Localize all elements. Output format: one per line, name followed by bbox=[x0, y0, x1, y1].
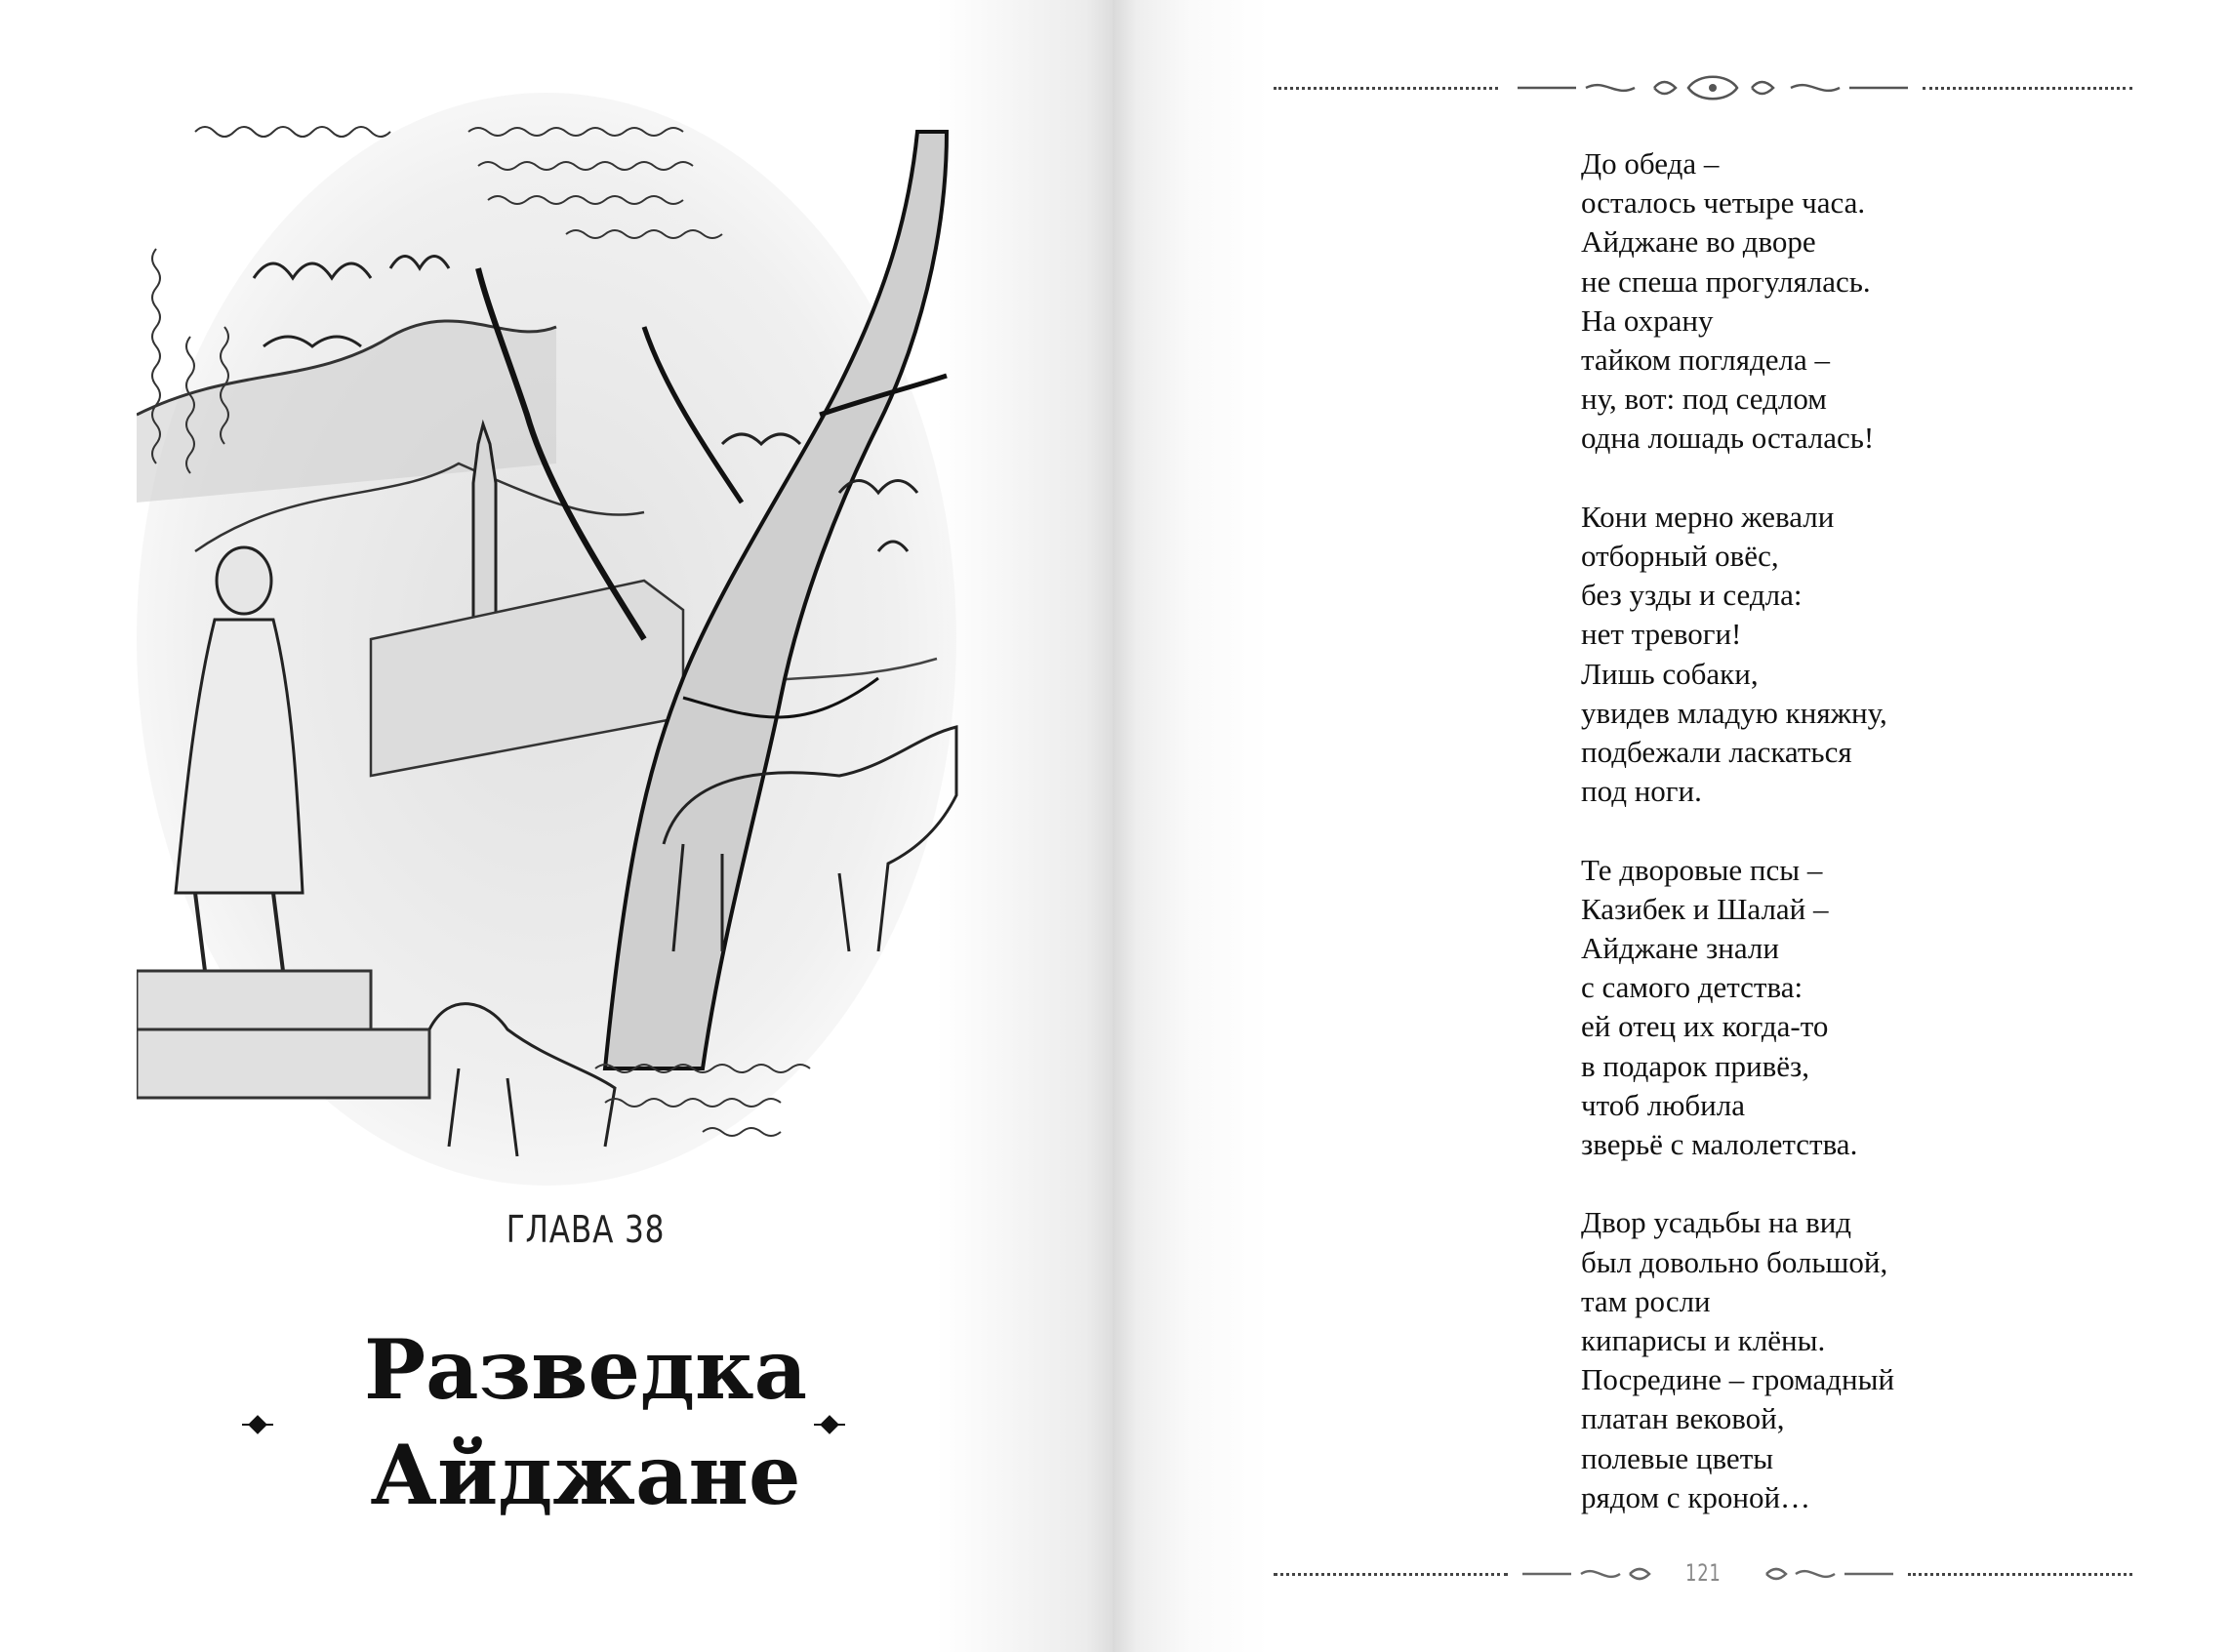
poem-line: Лишь собаки, bbox=[1581, 656, 1759, 691]
poem-line: под ноги. bbox=[1581, 774, 1702, 809]
poem-line: увидев младую княжну, bbox=[1581, 695, 1887, 730]
stanza-1 bbox=[1581, 144, 2088, 459]
poem-line: До обеда – bbox=[1581, 146, 1720, 181]
poem-line: нет тревоги! bbox=[1581, 617, 1742, 652]
chapter-title-line-2: Айджане bbox=[370, 1427, 801, 1523]
poem-line: не спеша прогулялась. bbox=[1581, 263, 1871, 299]
dotted-line-left bbox=[1274, 87, 1498, 90]
chapter-illustration bbox=[137, 93, 966, 1205]
poem-line: Айджане во дворе bbox=[1581, 224, 1816, 260]
chapter-label: ГЛАВА 38 bbox=[506, 1208, 666, 1251]
diamond-ornament-left bbox=[248, 1415, 267, 1434]
poem-line: кипарисы и клёны. bbox=[1581, 1323, 1826, 1358]
poem-text bbox=[1581, 144, 2088, 1556]
poem-line: Казибек и Шалай – bbox=[1581, 891, 1829, 926]
poem-line: зверьё с малолетства. bbox=[1581, 1127, 1858, 1162]
poem-line: подбежали ласкаться bbox=[1581, 735, 1852, 770]
poem-line: без узды и седла: bbox=[1581, 578, 1803, 613]
poem-line: в подарок привёз, bbox=[1581, 1048, 1809, 1083]
poem-line: На охрану bbox=[1581, 302, 1714, 338]
chapter-title-line-1: Разведка bbox=[363, 1321, 808, 1418]
poem-line: ей отец их когда-то bbox=[1581, 1009, 1829, 1044]
stanza-3 bbox=[1581, 851, 2088, 1165]
poem-line: одна лошадь осталась! bbox=[1581, 421, 1875, 456]
stanza-2 bbox=[1581, 498, 2088, 812]
stanza-4 bbox=[1581, 1203, 2088, 1517]
poem-line: Двор усадьбы на вид bbox=[1581, 1205, 1852, 1240]
top-ornamental-rule bbox=[1274, 73, 2132, 102]
poem-line: отборный овёс, bbox=[1581, 539, 1779, 574]
poem-line: Кони мерно жевали bbox=[1581, 499, 1835, 534]
poem-line: осталось четыре часа. bbox=[1581, 185, 1866, 221]
flourish-ornament-icon bbox=[1518, 73, 1908, 102]
poem-line: ну, вот: под седлом bbox=[1581, 382, 1827, 417]
poem-line: был довольно большой, bbox=[1581, 1244, 1888, 1279]
dotted-line-right bbox=[1908, 1573, 2132, 1576]
poem-line: с самого детства: bbox=[1581, 970, 1803, 1005]
poem-line: Посредине – громадный bbox=[1581, 1362, 1895, 1397]
poem-line: рядом с кроной… bbox=[1581, 1479, 1811, 1514]
poem-line: Те дворовые псы – bbox=[1581, 852, 1823, 887]
poem-line: чтоб любила bbox=[1581, 1087, 1745, 1122]
poem-line: платан вековой, bbox=[1581, 1401, 1785, 1436]
dotted-line-right bbox=[1923, 87, 2132, 90]
dotted-line-left bbox=[1274, 1573, 1508, 1576]
flourish-right-icon bbox=[1747, 1559, 1893, 1589]
page-number: 121 bbox=[1685, 1559, 1722, 1587]
flourish-left-icon bbox=[1522, 1559, 1669, 1589]
poem-line: Айджане знали bbox=[1581, 931, 1779, 966]
poem-line: полевые цветы bbox=[1581, 1440, 1774, 1475]
poem-line: там росли bbox=[1581, 1283, 1711, 1318]
poem-line: тайком поглядела – bbox=[1581, 342, 1831, 378]
left-page bbox=[0, 0, 1113, 1652]
